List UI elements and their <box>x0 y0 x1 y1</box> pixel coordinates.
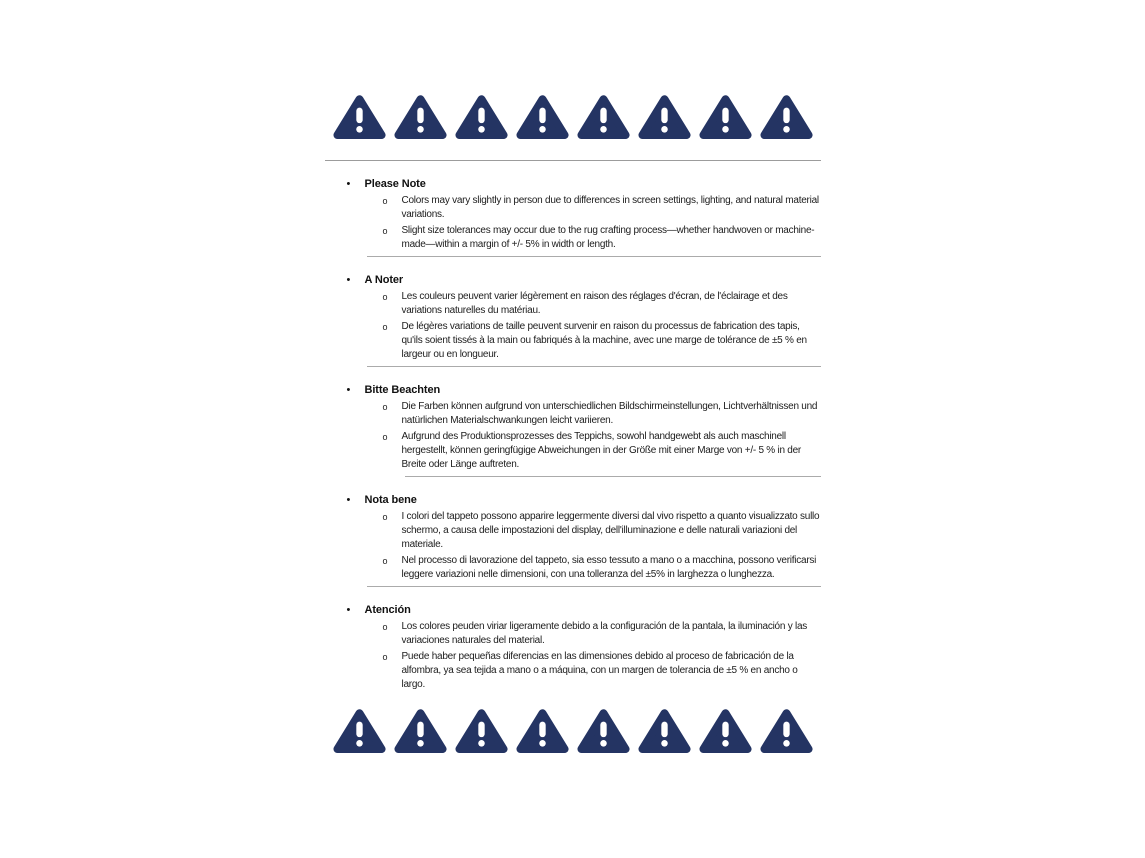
document-content <box>325 0 821 754</box>
warning-triangle-icon <box>516 707 569 754</box>
section-heading-text: Atención <box>364 604 411 616</box>
list-item <box>325 224 821 252</box>
list-item-text: Puede haber pequeñas diferencias en las dimensiones debido al proceso de fabricación de la alfombra, ya sea tejida a mano o a máquina, con un margen de tolerancia de ±5 % en ancho o largo. <box>401 651 798 690</box>
list-item-text: Aufgrund des Produktionsprozesses des Teppichs, sowohl handgewebt als auch maschinell hergestellt, können geringfügige Abweichungen in der Größe mit einer Marge von +/- 5 % in der Breite oder Länge auftreten. <box>401 431 801 470</box>
circle-bullet-icon: o <box>382 432 388 442</box>
section-divider <box>367 256 821 257</box>
warning-triangle-icon <box>455 93 508 140</box>
notice-section-french <box>325 273 821 367</box>
notice-section-english <box>325 177 821 257</box>
section-heading-row <box>325 603 821 618</box>
list-item <box>325 290 821 318</box>
warning-triangles-bottom-row <box>325 706 821 754</box>
circle-bullet-icon: o <box>382 652 388 662</box>
list-item <box>325 554 821 582</box>
bullet-icon: • <box>346 274 351 286</box>
list-item-text: Colors may vary slightly in person due to differences in screen settings, lighting, and natural material variations. <box>401 195 819 220</box>
bullet-icon: • <box>346 494 351 506</box>
warning-triangle-icon <box>638 93 691 140</box>
section-heading-text: Please Note <box>364 178 426 190</box>
bullet-icon: • <box>346 178 351 190</box>
circle-bullet-icon: o <box>382 512 388 522</box>
warning-triangle-icon <box>394 707 447 754</box>
section-heading-text: Nota bene <box>364 494 417 506</box>
list-item-text: Les couleurs peuvent varier légèrement en raison des réglages d'écran, de l'éclairage et des variations naturelles du matériau. <box>401 291 788 316</box>
warning-triangle-icon <box>760 707 813 754</box>
circle-bullet-icon: o <box>382 556 388 566</box>
section-heading-row <box>325 273 821 288</box>
section-heading-row <box>325 177 821 192</box>
notice-section-german <box>325 383 821 477</box>
section-divider <box>367 366 821 367</box>
circle-bullet-icon: o <box>382 196 388 206</box>
list-item-text: Nel processo di lavorazione del tappeto, sia esso tessuto a mano o a macchina, possono verificarsi leggere variazioni nelle dimensioni, con una tolleranza del ±5% in larghezza o lunghezza. <box>401 555 817 580</box>
list-item <box>325 430 821 472</box>
warning-triangle-icon <box>577 93 630 140</box>
list-item <box>325 510 821 552</box>
circle-bullet-icon: o <box>382 402 388 412</box>
section-heading-row <box>325 383 821 398</box>
list-item <box>325 400 821 428</box>
warning-triangle-icon <box>638 707 691 754</box>
warning-triangle-icon <box>577 707 630 754</box>
list-item <box>325 194 821 222</box>
list-item-text: Slight size tolerances may occur due to the rug crafting process—whether handwoven or machine-made—within a margin of +/- 5% in width or length. <box>401 225 815 250</box>
circle-bullet-icon: o <box>382 622 388 632</box>
top-divider <box>325 160 821 161</box>
circle-bullet-icon: o <box>382 322 388 332</box>
list-item <box>325 650 821 692</box>
bullet-icon: • <box>346 384 351 396</box>
notice-section-spanish <box>325 603 821 692</box>
warning-triangles-top-row <box>325 92 821 140</box>
bullet-icon: • <box>346 604 351 616</box>
warning-triangle-icon <box>333 707 386 754</box>
section-heading-row <box>325 493 821 508</box>
warning-triangle-icon <box>333 93 386 140</box>
warning-triangle-icon <box>699 93 752 140</box>
circle-bullet-icon: o <box>382 226 388 236</box>
list-item-text: Los colores peuden viriar ligeramente debido a la configuración de la pantala, la iluminación y las variaciones naturales del material. <box>401 621 808 646</box>
section-heading-text: Bitte Beachten <box>364 384 441 396</box>
list-item <box>325 320 821 362</box>
notice-section-italian <box>325 493 821 587</box>
section-heading-text: A Noter <box>364 274 404 286</box>
list-item-text: I colori del tappeto possono apparire leggermente diversi dal vivo rispetto a quanto visualizzato sullo schermo, a causa delle impostazioni del display, dell'illuminazione e delle naturali variazioni del materiale. <box>401 511 820 550</box>
list-item-text: Die Farben können aufgrund von unterschiedlichen Bildschirmeinstellungen, Lichtverhältnissen und natürlichen Materialschwankungen leicht variieren. <box>401 401 818 426</box>
list-item-text: De légères variations de taille peuvent survenir en raison du processus de fabrication des tapis, qu'ils soient tissés à la main ou fabriqués à la machine, avec une marge de tolérance de ±5 % en largeur ou en longueur. <box>401 321 807 360</box>
warning-triangle-icon <box>516 93 569 140</box>
warning-triangle-icon <box>760 93 813 140</box>
warning-triangle-icon <box>699 707 752 754</box>
section-divider <box>405 476 821 477</box>
section-divider <box>367 586 821 587</box>
warning-triangle-icon <box>455 707 508 754</box>
warning-triangle-icon <box>394 93 447 140</box>
circle-bullet-icon: o <box>382 292 388 302</box>
list-item <box>325 620 821 648</box>
